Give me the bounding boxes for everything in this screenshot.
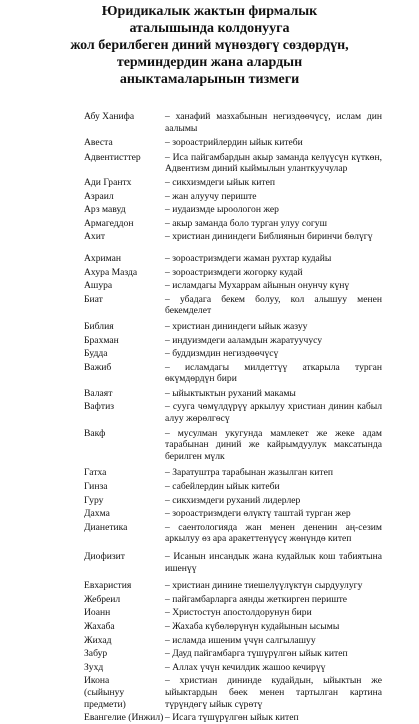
term-name: Жахаба [84, 620, 115, 632]
term-row [84, 712, 382, 724]
term-row [84, 481, 382, 493]
term-name: Дианетика [84, 521, 128, 533]
term-definition: – исламдагы милдеттүү аткарыла турган өкүмдөрдүн бири [165, 361, 382, 385]
term-name: Брахман [84, 334, 119, 346]
term-definition: – индуизмдеги ааламдын жаратуучусу [165, 334, 323, 346]
term-definition: – зороастризмдеги өлүктү таштай турган жер [165, 508, 351, 520]
term-name: Ахриман [84, 252, 122, 264]
term-row [84, 362, 382, 385]
term-row [84, 231, 382, 243]
title-line: аныктамаларынын тизмеги [119, 72, 300, 87]
title-line: жол берилбеген диний мүнөздөгү сөздөрдүн, [70, 38, 349, 53]
term-definition: – исламдагы Мухаррам айынын онунчу күнү [165, 280, 350, 292]
title-line: терминдердин жана алардын [116, 55, 303, 70]
term-definition: – ханафий мазхабынын негиздөөчүсү, ислам дин аалымы [165, 111, 382, 134]
term-name: Гуру [84, 494, 104, 506]
term-name: Диофизит [84, 551, 125, 562]
term-row [84, 675, 382, 710]
title-line: аталышында колдонууга [129, 21, 290, 36]
term-definition: – саентологияда жан менен дененин аң-сезим аркылуу өз ара аракеттенүүсү жөнүндө китеп [165, 521, 382, 545]
term-row [84, 495, 382, 507]
term-definition: – Иса пайгамбардын акыр заманда келүүсүн күткөн, Адвентизм диний кыймылын уланткуучулар [165, 151, 382, 175]
term-definition: – христиан дининдеги Библиянын биринчи бөлүгү [165, 231, 373, 243]
term-name: Иоанн [84, 607, 111, 619]
term-definition: – Христостун апостолдорунун бири [165, 607, 312, 619]
term-row [84, 508, 382, 520]
term-definition: – пайгамбарларга аянды жеткирген периште [165, 593, 348, 605]
term-definition: – акыр заманда боло турган улуу согуш [165, 217, 327, 229]
term-row [84, 401, 382, 424]
term-definition: – Аллах үчүн кечилдик жашоо кечирүү [165, 661, 326, 673]
term-definition: – убадага бекем болуу, кол алышуу менен бекемделет [165, 293, 382, 317]
term-definition: – христиан динине тиешелүүлүктүн сырдуулугу [165, 580, 363, 592]
term-name: Евхаристия [84, 580, 132, 592]
term-definition: – исламда ишеним үчүн салгылашуу [165, 634, 316, 646]
term-definition: – сикхизмдеги ыйык китеп [165, 176, 275, 188]
term-row [84, 648, 382, 660]
term-definition: – сикхизмдеги руханий лидерлер [165, 494, 301, 506]
term-name: Библия [84, 320, 114, 332]
term-definition: – Исанын инсандык жана кудайлык кош табиятына ишенүү [165, 551, 382, 574]
term-definition: – сууга чөмүлдүрүү аркылуу христиан динин кабыл алуу жөрөлгөсү [165, 401, 382, 425]
term-definition: – зороастризмдеги жаман рухтар кудайы [165, 252, 332, 264]
term-row [84, 607, 382, 619]
term-name: Евангелие (Инжил) [84, 712, 164, 724]
term-row [84, 280, 382, 292]
term-row [84, 321, 382, 333]
term-definition: – Заратуштра тарабынан жазылган китеп [165, 467, 333, 479]
term-row [84, 335, 382, 347]
title-line: Юридикалык жактын фирмалык [101, 4, 318, 19]
term-row [84, 204, 382, 216]
term-name: Ади Грантх [84, 176, 132, 188]
term-definition: – мусулман укугунда мамлекет же жеке адам тарабынан диний же кайрымдуулук максатында берилген мүлк [165, 427, 382, 462]
term-definition: – жан алуучу периште [165, 190, 257, 202]
term-name: Валаят [84, 387, 113, 399]
term-name: Ахура Мазда [84, 266, 138, 278]
term-name: Авеста [84, 137, 113, 149]
term-definition: – ыйыктыктын руханий макамы [165, 387, 296, 399]
term-definition: – Исага түшүрүлгөн ыйык китеп [165, 712, 299, 724]
term-row [84, 580, 382, 592]
term-row [84, 594, 382, 606]
term-name: Адвентисттер [84, 151, 141, 163]
term-name: Жихад [84, 634, 112, 646]
term-row [84, 294, 382, 317]
term-row [84, 177, 382, 189]
term-name: Арз мавуд [84, 204, 126, 216]
term-row [84, 635, 382, 647]
term-definition: – Дауд пайгамбарга түшүрүлгөн ыйык китеп [165, 648, 348, 660]
term-row [84, 348, 382, 360]
term-name: Зухд [84, 661, 104, 673]
term-name: Важиб [84, 361, 112, 373]
term-name: Биат [84, 293, 103, 305]
term-definition: – зороастрийлердин ыйык китеби [165, 137, 303, 149]
term-name: Гатха [84, 467, 107, 479]
term-definition: – зороастризмдеги жогорку кудай [165, 266, 303, 278]
term-name: Забур [84, 648, 108, 660]
term-name: Вакф [84, 427, 106, 439]
term-name: Ашура [84, 280, 113, 292]
term-row [84, 218, 382, 230]
term-row [84, 551, 382, 574]
term-row [84, 152, 382, 175]
term-name: Ахит [84, 231, 106, 243]
term-row [84, 191, 382, 203]
term-row [84, 662, 382, 674]
term-row [84, 267, 382, 279]
term-name: Вафтиз [84, 401, 114, 413]
term-row [84, 111, 382, 134]
term-name: Икона (сыйынуу предмети) [84, 675, 126, 710]
term-name: Гинза [84, 481, 108, 493]
term-row [84, 522, 382, 545]
term-definition: – Жахаба күбөлөрүнүн кудайынын ысымы [165, 620, 340, 632]
term-row [84, 428, 382, 463]
term-definition: – буддизмдин негиздөөчүсү [165, 348, 279, 360]
term-definition: – христиан дининде кудайдын, ыйыктын же ыйыктардын бөек менен тартылган картина түрүндөгү ыйык сүрөтү [165, 675, 382, 710]
term-row [84, 621, 382, 633]
term-row [84, 467, 382, 479]
term-name: Армагеддон [84, 217, 134, 229]
term-name: Жебреил [84, 593, 121, 605]
term-name: Азраил [84, 190, 114, 202]
term-row [84, 137, 382, 149]
term-name: Абу Ханифа [84, 111, 135, 122]
term-definition: – христиан дининдеги ыйык жазуу [165, 320, 308, 332]
term-name: Будда [84, 348, 108, 360]
terms-table [84, 109, 382, 724]
term-definition: – иудаизмде ыроологон жер [165, 204, 279, 216]
term-name: Дахма [84, 508, 110, 520]
document-title [10, 3, 409, 88]
term-definition: – сабейлердин ыйык китеби [165, 481, 280, 493]
term-row [84, 388, 382, 400]
term-row [84, 253, 382, 265]
